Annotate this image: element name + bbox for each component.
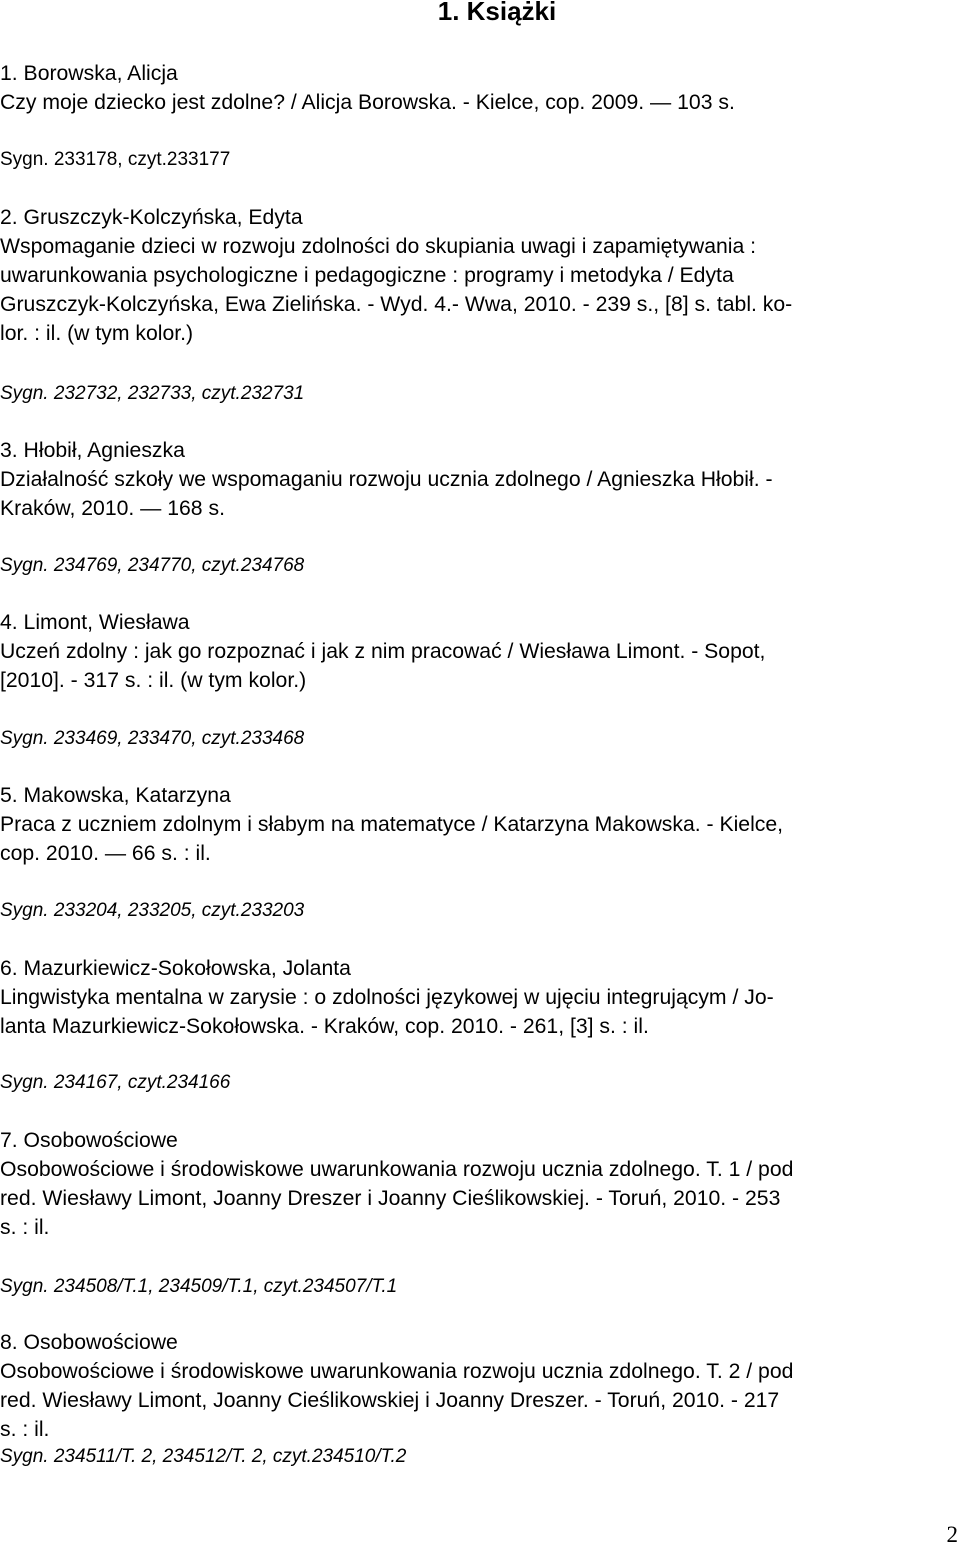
entry-line: Uczeń zdolny : jak go rozpoznać i jak z nim pracować / Wiesława Limont. - Sopot, <box>0 640 766 663</box>
entry-description <box>0 1357 960 1444</box>
entry-line: Działalność szkoły we wspomaganiu rozwoju ucznia zdolnego / Agnieszka Hłobił. - <box>0 468 773 491</box>
entry-description <box>0 1155 960 1242</box>
book-entry <box>0 781 960 868</box>
entry-line: Osobowościowe i środowiskowe uwarunkowania rozwoju ucznia zdolnego. T. 2 / pod <box>0 1360 794 1383</box>
call-number: Sygn. 234511/T. 2, 234512/T. 2, czyt.234510/T.2 <box>0 1446 407 1467</box>
book-entry <box>0 436 960 523</box>
entry-line: s. : il. <box>0 1418 50 1441</box>
entry-line: red. Wiesławy Limont, Joanny Cieślikowskiej i Joanny Dreszer. - Toruń, 2010. - 217 <box>0 1389 780 1412</box>
call-number: Sygn. 232732, 232733, czyt.232731 <box>0 383 305 404</box>
entry-line: Osobowościowe i środowiskowe uwarunkowania rozwoju ucznia zdolnego. T. 1 / pod <box>0 1158 794 1181</box>
book-entry <box>0 1328 960 1444</box>
call-number: Sygn. 234167, czyt.234166 <box>0 1072 231 1093</box>
book-entry <box>0 954 960 1041</box>
entry-line: Lingwistyka mentalna w zarysie : o zdolności językowej w ujęciu integrującym / Jo- <box>0 986 774 1009</box>
entry-description <box>0 810 960 868</box>
entry-line: cop. 2010. — 66 s. : il. <box>0 842 211 865</box>
page-number: 2 <box>946 1522 958 1547</box>
call-number: Sygn. 233469, 233470, czyt.233468 <box>0 728 305 749</box>
book-entry <box>0 203 960 348</box>
book-entry <box>0 59 960 117</box>
entry-line: s. : il. <box>0 1216 50 1239</box>
entry-line: Gruszczyk-Kolczyńska, Ewa Zielińska. - Wyd. 4.- Wwa, 2010. - 239 s., [8] s. tabl. ko- <box>0 293 793 316</box>
call-number: Sygn. 233178, czyt.233177 <box>0 149 231 170</box>
entry-line: red. Wiesławy Limont, Joanny Dreszer i Joanny Cieślikowskiej. - Toruń, 2010. - 253 <box>0 1187 781 1210</box>
entry-description <box>0 465 960 523</box>
entry-line: Wspomaganie dzieci w rozwoju zdolności do skupiania uwagi i zapamiętywania : <box>0 235 757 258</box>
entry-description <box>0 88 960 117</box>
entry-line: [2010]. - 317 s. : il. (w tym kolor.) <box>0 669 307 692</box>
call-number: Sygn. 233204, 233205, czyt.233203 <box>0 900 305 921</box>
entry-author: 2. Gruszczyk-Kolczyńska, Edyta <box>0 206 303 229</box>
book-entry <box>0 1126 960 1242</box>
entry-description <box>0 983 960 1041</box>
entry-line: lanta Mazurkiewicz-Sokołowska. - Kraków, cop. 2010. - 261, [3] s. : il. <box>0 1015 649 1038</box>
entry-author: 5. Makowska, Katarzyna <box>0 784 231 807</box>
entry-author: 8. Osobowościowe <box>0 1331 178 1354</box>
entry-line: lor. : il. (w tym kolor.) <box>0 322 194 345</box>
entry-author: 3. Hłobił, Agnieszka <box>0 439 185 462</box>
entry-line: Praca z uczniem zdolnym i słabym na matematyce / Katarzyna Makowska. - Kielce, <box>0 813 784 836</box>
book-entry <box>0 608 960 695</box>
entry-line: Czy moje dziecko jest zdolne? / Alicja Borowska. - Kielce, cop. 2009. — 103 s. <box>0 91 735 114</box>
entry-line: Kraków, 2010. — 168 s. <box>0 497 225 520</box>
entry-author: 4. Limont, Wiesława <box>0 611 190 634</box>
entry-description <box>0 232 960 348</box>
entry-author: 7. Osobowościowe <box>0 1129 178 1152</box>
call-number: Sygn. 234508/T.1, 234509/T.1, czyt.234507/T.1 <box>0 1276 398 1297</box>
entry-author: 6. Mazurkiewicz-Sokołowska, Jolanta <box>0 957 351 980</box>
entry-description <box>0 637 960 695</box>
entry-line: uwarunkowania psychologiczne i pedagogiczne : programy i metodyka / Edyta <box>0 264 734 287</box>
entry-author: 1. Borowska, Alicja <box>0 62 178 85</box>
call-number: Sygn. 234769, 234770, czyt.234768 <box>0 555 305 576</box>
section-heading: 1. Książki <box>437 0 557 26</box>
